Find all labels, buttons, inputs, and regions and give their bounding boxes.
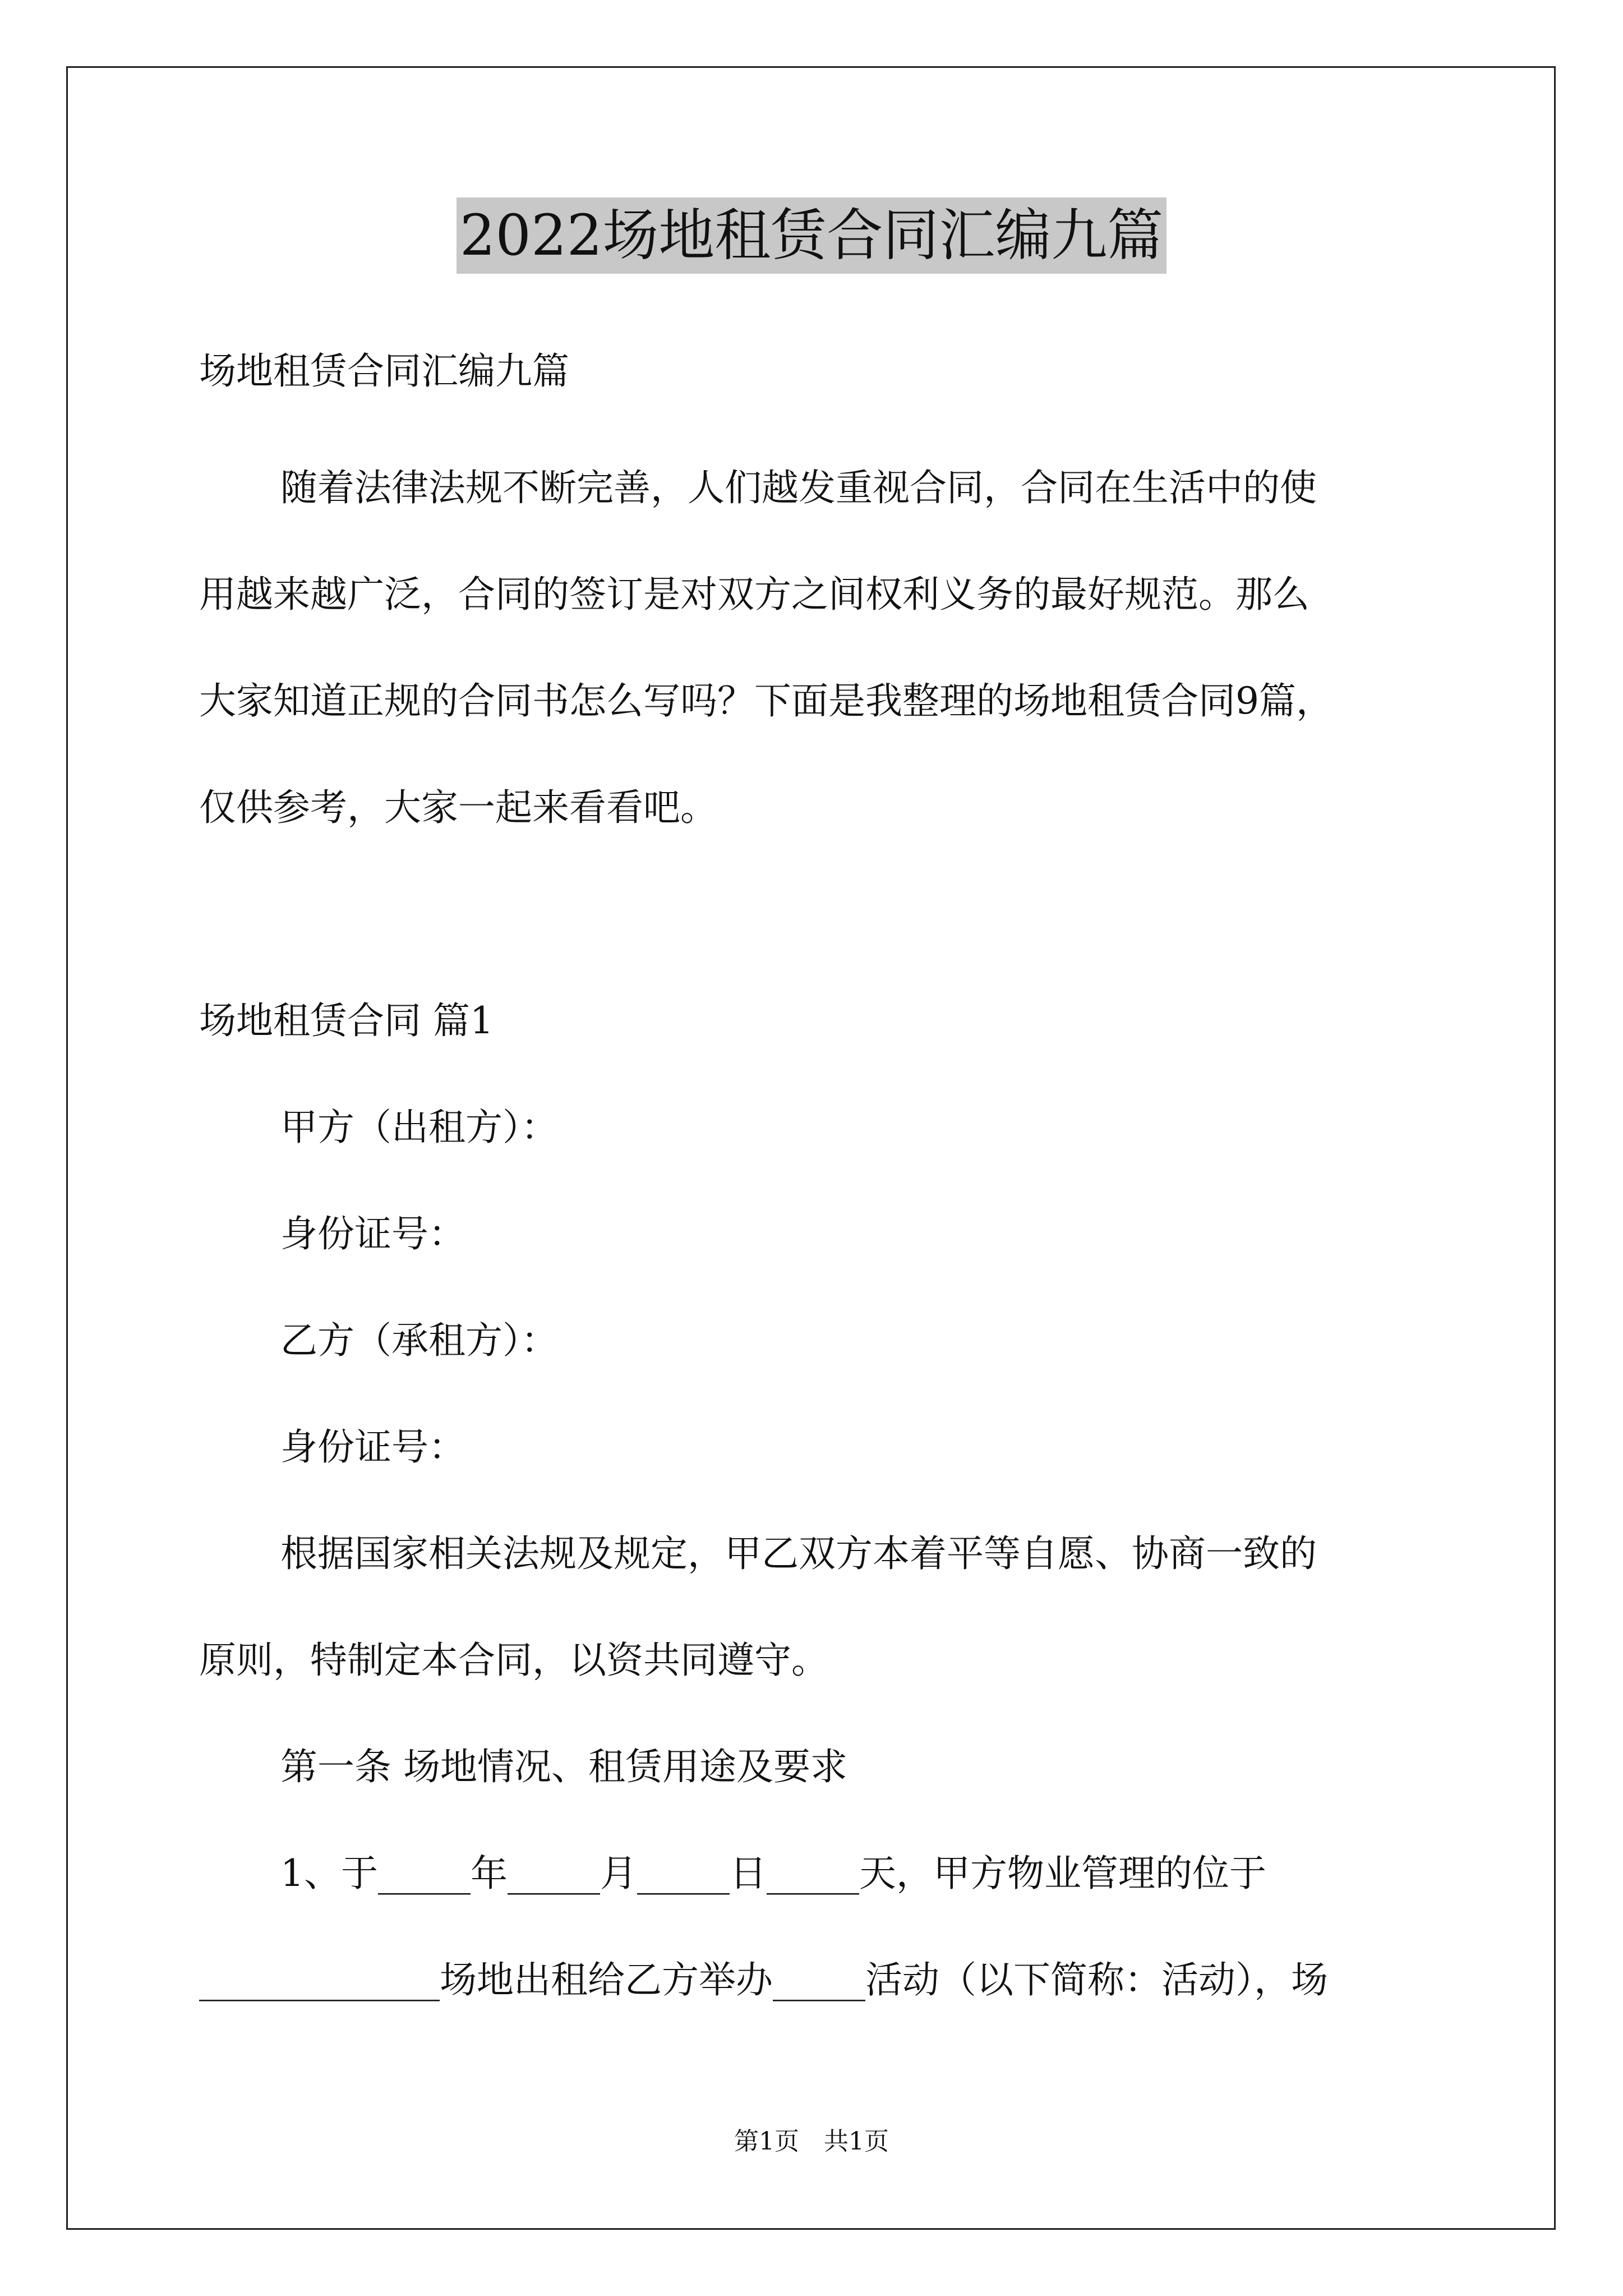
paragraph-line: 第一条 场地情况、租赁用途及要求 [280, 1745, 847, 1788]
paragraph-line: 1、于_____年_____月_____日_____天，甲方物业管理的位于 [280, 1852, 1266, 1895]
paragraph-line: 身份证号： [280, 1425, 465, 1469]
subtitle-line: 场地租赁合同汇编九篇 [199, 349, 569, 393]
paragraph-line: 用越来越广泛，合同的签订是对双方之间权利义务的最好规范。那么 [199, 573, 1310, 616]
paragraph-line: 甲方（出租方）： [280, 1106, 558, 1149]
paragraph-line: 原则，特制定本合同，以资共同遵守。 [199, 1639, 828, 1682]
paragraph-line: 大家知道正规的合同书怎么写吗？下面是我整理的场地租赁合同9篇， [199, 679, 1333, 723]
page-footer: 第1页 共1页 [734, 2127, 889, 2156]
title-container [0, 197, 1623, 274]
paragraph-line: 根据国家相关法规及规定，甲乙双方本着平等自愿、协商一致的 [280, 1532, 1317, 1575]
paragraph-line: 乙方（承租方）： [280, 1319, 558, 1362]
paragraph-line: 身份证号： [280, 1212, 465, 1255]
document-title: 2022场地租赁合同汇编九篇 [457, 197, 1167, 274]
section-heading: 场地租赁合同 篇1 [199, 999, 494, 1042]
paragraph-line: 仅供参考，大家一起来看看吧。 [199, 786, 717, 829]
paragraph-line: 随着法律法规不断完善，人们越发重视合同，合同在生活中的使 [280, 466, 1317, 509]
paragraph-line: _____________场地出租给乙方举办_____活动（以下简称：活动），场 [199, 1958, 1328, 2001]
